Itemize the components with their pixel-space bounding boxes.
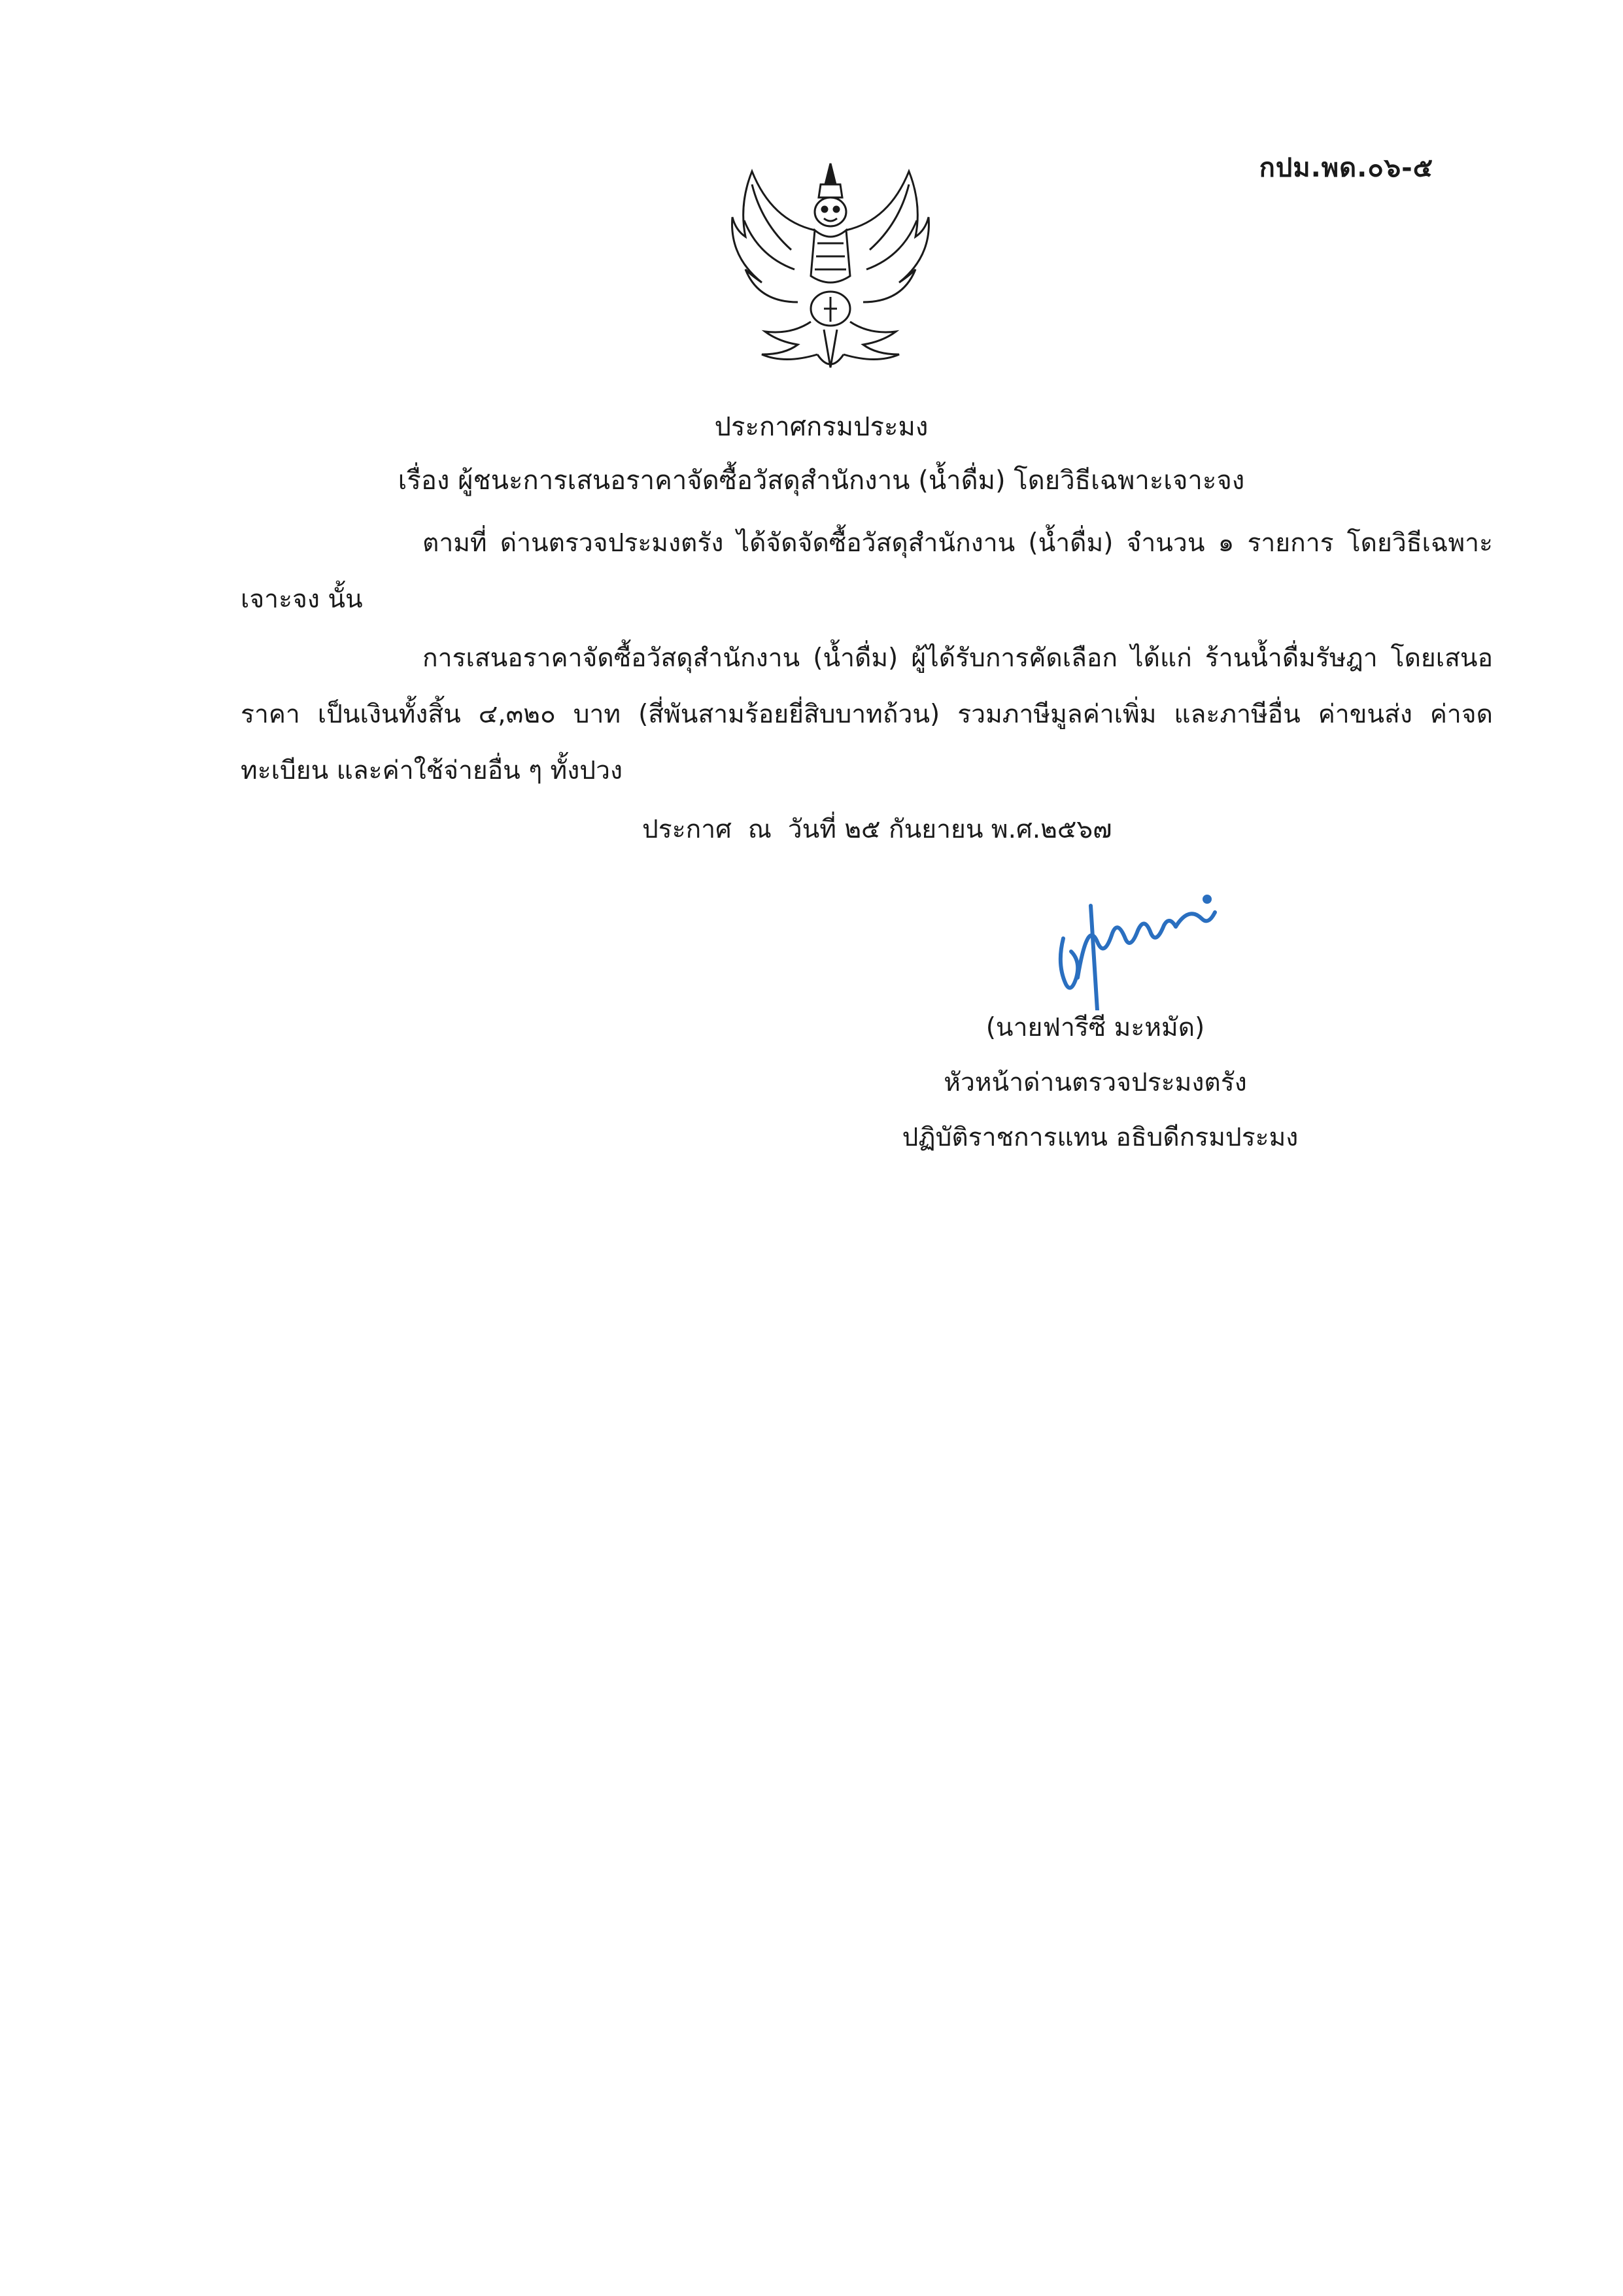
signer-acting: ปฏิบัติราชการแทน อธิบดีกรมประมง: [902, 1123, 1299, 1152]
title-block: [0, 400, 1623, 507]
paragraph-winner: [241, 630, 1493, 799]
document-subject: เรื่อง ผู้ชนะการเสนอราคาจัดซื้อวัสดุสำนักงาน (น้ำดื่ม) โดยวิธีเฉพาะเจาะจง: [398, 466, 1245, 496]
document-code: กปม.พด.๐๖-๕: [1259, 153, 1433, 183]
signer-position: หัวหน้าด่านตรวจประมงตรัง: [944, 1068, 1247, 1097]
announcement-date: ประกาศ ณ วันที่ ๒๕ กันยายน พ.ศ.๒๕๖๗: [642, 815, 1112, 844]
paragraph-background-text: ตามที่ ด่านตรวจประมงตรัง ได้จัดจัดซื้อวัสดุสำนักงาน (น้ำดื่ม) จำนวน ๑ รายการ โดยวิธีเฉพาะเจาะจง นั้น: [241, 528, 1493, 614]
signature-block: [902, 1001, 1360, 1165]
garuda-emblem-icon: [726, 158, 935, 374]
signer-name: (นายฟารีซี มะหมัด): [985, 1013, 1205, 1042]
paragraph-winner-text: การเสนอราคาจัดซื้อวัสดุสำนักงาน (น้ำดื่ม) ผู้ได้รับการคัดเลือก ได้แก่ ร้านน้ำดื่มรัษฎา โดยเสนอราคา เป็นเงินทั้งสิ้น ๔,๓๒๐ บาท (สี่พันสามร้อยยี่สิบบาทถ้วน) รวมภาษีมูลค่าเพิ่ม และภาษีอื่น ค่าขนส่ง ค่าจดทะเบียน และค่าใช้จ่ายอื่น ๆ ทั้งปวง: [241, 643, 1493, 785]
document-title: ประกาศกรมประมง: [714, 412, 929, 442]
handwritten-signature: [1051, 880, 1222, 1010]
paragraph-background: [241, 515, 1493, 628]
